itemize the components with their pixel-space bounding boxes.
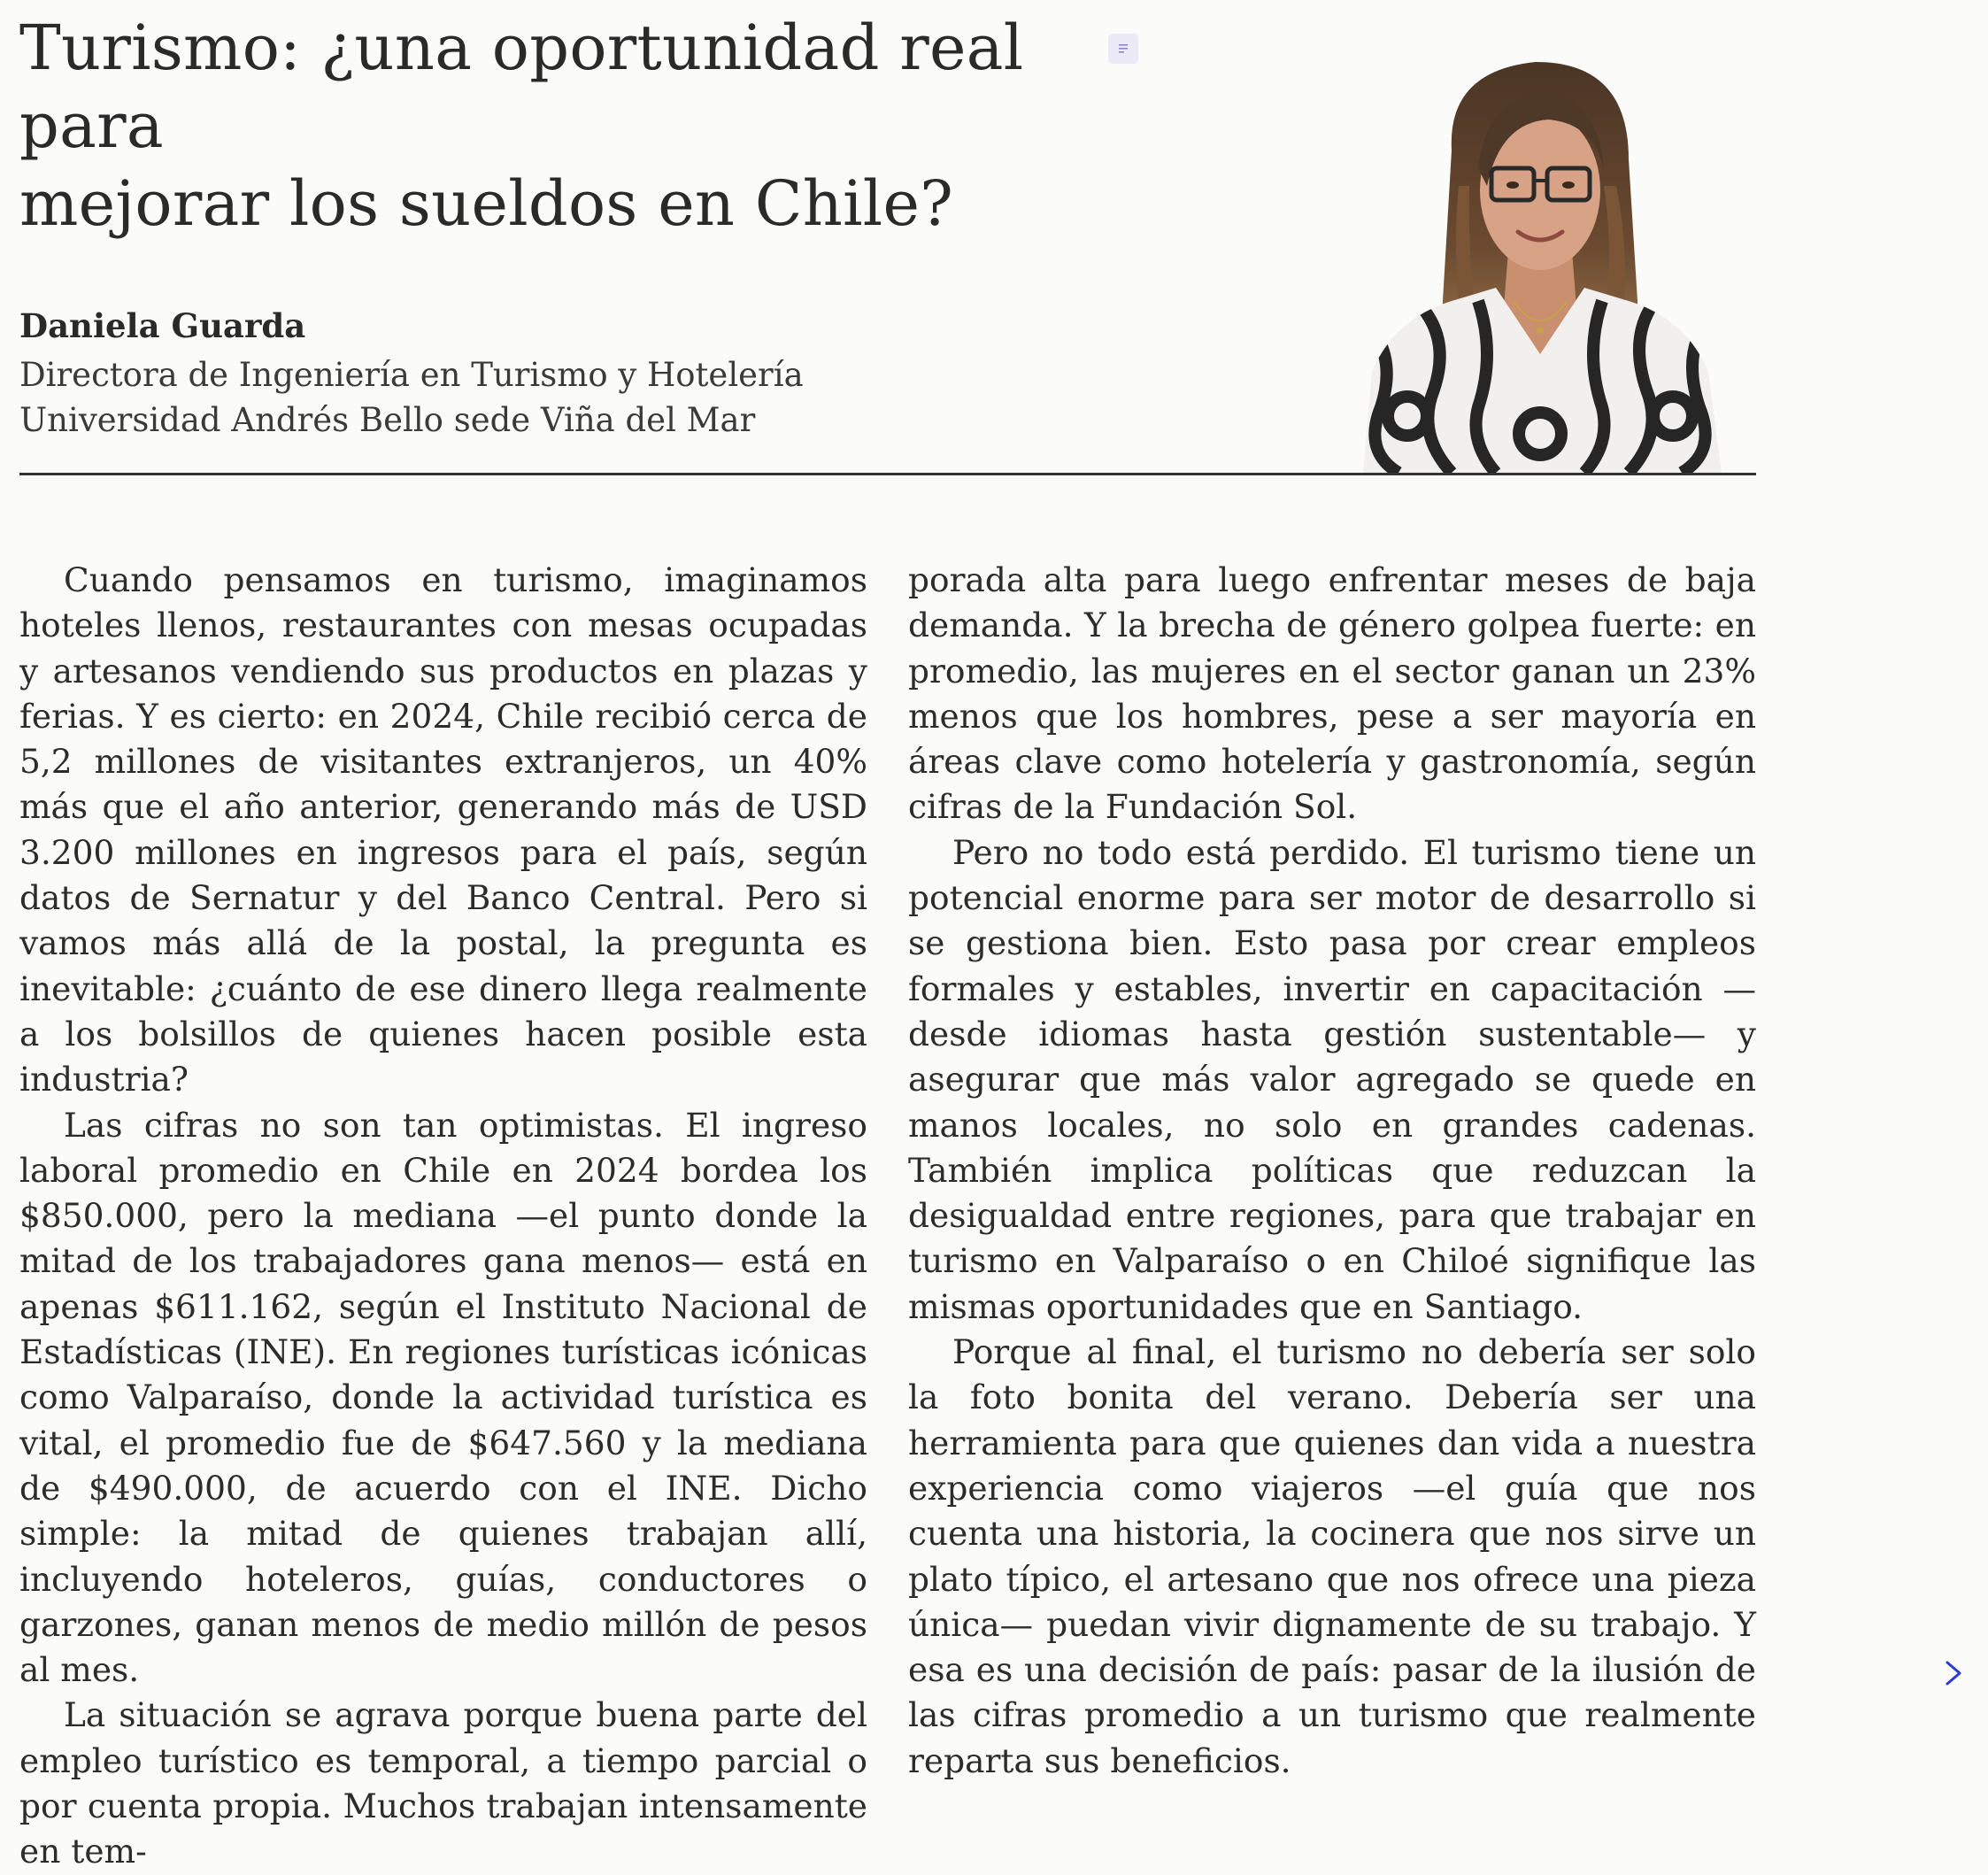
article-title [19, 9, 1117, 243]
header-divider [19, 473, 1756, 475]
note-button[interactable] [1108, 34, 1138, 64]
author-institution: Universidad Andrés Bello sede Viña del Mar [19, 401, 756, 439]
author-photo [1345, 35, 1735, 473]
note-icon [1116, 42, 1130, 56]
title-line-1: Turismo: ¿una oportunidad real para [19, 12, 1024, 162]
article-column-1 [19, 558, 867, 1875]
paragraph: porada alta para luego enfrentar meses de baja demanda. Y la brecha de género golpea fuerte: en promedio, las mujeres en el sector ganan un 23% menos que los hombres, pese a ser mayoría en áreas clave como hotelería y gastronomía, según cifras de la Fundación Sol. [908, 560, 1756, 827]
paragraph: La situación se agrava porque buena parte del empleo turístico es temporal, a tiempo parcial o por cuenta propia. Muchos trabajan intensamente en tem- [19, 1695, 867, 1871]
paragraph: Cuando pensamos en turismo, imaginamos hoteles llenos, restaurantes con mesas ocupadas y artesanos vendiendo sus productos en plazas y ferias. Y es cierto: en 2024, Chile recibió cerca de 5,2 millones de visitantes extranjeros, un 40% más que el año anterior, generando más de USD 3.200 millones en ingresos para el país, según datos de Sernatur y del Banco Central. Pero si vamos más allá de la postal, la pregunta es inevitable: ¿cuánto de ese dinero llega realmente a los bolsillos de quienes hacen posible esta industria? [19, 560, 867, 1100]
author-role: Directora de Ingeniería en Turismo y Hotelería [19, 356, 804, 394]
paragraph: Pero no todo está perdido. El turismo tiene un potencial enorme para ser motor de desarrollo si se gestiona bien. Esto pasa por crear empleos formales y estables, invertir en capacitación —desde idiomas hasta gestión sustentable— y asegurar que más valor agregado se quede en manos locales, no solo en grandes cadenas. También implica políticas que reduzcan la desigualdad entre regiones, para que trabajar en turismo en Valparaíso o en Chiloé signifique las mismas oportunidades que en Santiago. [908, 832, 1756, 1326]
paragraph: Porque al final, el turismo no debería ser solo la foto bonita del verano. Debería ser una herramienta para que quienes dan vida a nuestra experiencia como viajeros —el guía que nos cuenta una historia, la cocinera que nos sirve un plato típico, el artesano que nos ofrece una pieza única— puedan vivir dignamente de su trabajo. Y esa es una decisión de país: pasar de la ilusión de las cifras promedio a un turismo que realmente reparta sus beneficios. [908, 1332, 1756, 1780]
author-block [19, 299, 804, 443]
paragraph: Las cifras no son tan optimistas. El ingreso laboral promedio en Chile en 2024 bordea los $850.000, pero la mediana —el punto donde la mitad de los trabajadores gana menos— está en apenas $611.162, según el Instituto Nacional de Estadísticas (INE). En regiones turísticas icónicas como Valparaíso, donde la actividad turística es vital, el promedio fue de $647.560 y la mediana de $490.000, de acuerdo con el INE. Dicho simple: la mitad de quienes trabajan allí, incluyendo hoteleros, guías, conductores o garzones, ganan menos de medio millón de pesos al mes. [19, 1105, 867, 1690]
chevron-right-icon[interactable] [1937, 1657, 1972, 1689]
article-column-2 [908, 558, 1756, 1784]
title-line-2: mejorar los sueldos en Chile? [19, 167, 954, 240]
author-name: Daniela Guarda [19, 306, 306, 345]
